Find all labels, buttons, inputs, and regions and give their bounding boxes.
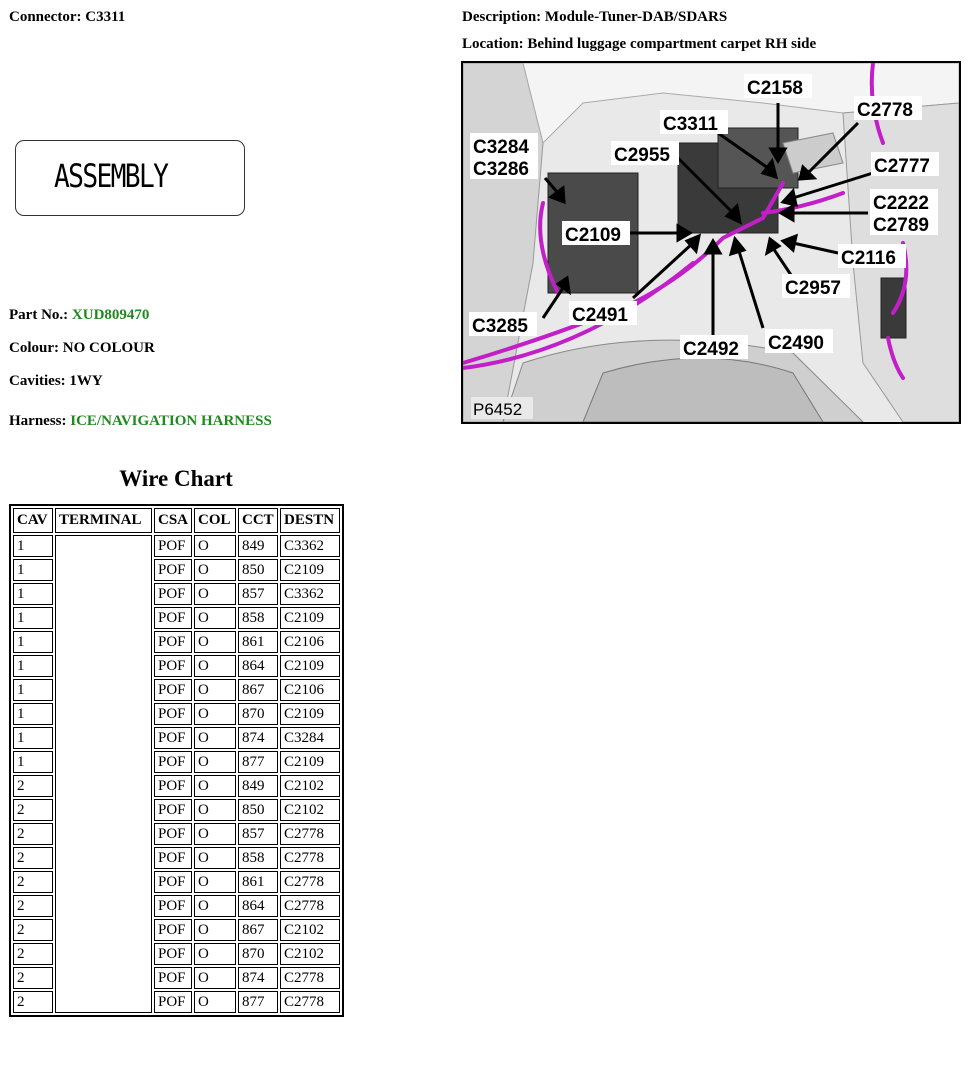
cell-cct: 877	[238, 751, 278, 773]
callout-c2222: C2222	[873, 193, 929, 214]
cell-col: O	[194, 727, 236, 749]
wire-chart-header-row	[13, 508, 340, 533]
col-header-cav: CAV	[13, 508, 53, 533]
cell-cct: 849	[238, 775, 278, 797]
cell-col: O	[194, 871, 236, 893]
cell-destn: C2109	[280, 559, 340, 581]
cell-destn: C2102	[280, 943, 340, 965]
callout-c2789: C2789	[873, 215, 929, 236]
description-label: Description:	[462, 9, 542, 25]
cell-csa: POF	[154, 703, 192, 725]
cell-col: O	[194, 703, 236, 725]
cell-cct: 857	[238, 583, 278, 605]
cell-col: O	[194, 751, 236, 773]
harness-link[interactable]: ICE/NAVIGATION HARNESS	[70, 413, 272, 429]
colour-label: Colour:	[9, 340, 59, 356]
col-header-csa: CSA	[154, 508, 192, 533]
connector-label: Connector:	[9, 9, 82, 25]
callout-c3284: C3284	[473, 137, 529, 158]
cell-cav: 1	[13, 679, 53, 701]
cell-csa: POF	[154, 871, 192, 893]
cell-csa: POF	[154, 655, 192, 677]
cell-terminal	[55, 535, 152, 1013]
cell-col: O	[194, 991, 236, 1013]
wire-chart-title: Wire Chart	[119, 466, 233, 491]
cell-cct: 870	[238, 703, 278, 725]
cell-destn: C2778	[280, 991, 340, 1013]
col-header-terminal: TERMINAL	[55, 508, 152, 533]
cell-csa: POF	[154, 943, 192, 965]
cell-cav: 2	[13, 943, 53, 965]
cell-destn: C3362	[280, 583, 340, 605]
callout-c2957: C2957	[785, 278, 841, 299]
cell-csa: POF	[154, 751, 192, 773]
cell-destn: C2778	[280, 871, 340, 893]
connector-field	[9, 9, 125, 26]
callout-c2491: C2491	[572, 305, 628, 326]
cell-destn: C2778	[280, 967, 340, 989]
location-label: Location:	[462, 36, 524, 52]
cell-cct: 867	[238, 919, 278, 941]
cell-cct: 861	[238, 871, 278, 893]
cell-col: O	[194, 631, 236, 653]
harness-label: Harness:	[9, 413, 67, 429]
cavities-value: 1WY	[69, 373, 103, 389]
cell-destn: C2102	[280, 919, 340, 941]
cell-col: O	[194, 823, 236, 845]
cell-destn: C2102	[280, 799, 340, 821]
cell-cav: 1	[13, 655, 53, 677]
cell-destn: C2109	[280, 607, 340, 629]
cell-cct: 858	[238, 847, 278, 869]
part-no-link[interactable]: XUD809470	[71, 307, 150, 323]
location-value: Behind luggage compartment carpet RH side	[527, 36, 817, 52]
cell-col: O	[194, 775, 236, 797]
cell-csa: POF	[154, 919, 192, 941]
cell-cav: 1	[13, 559, 53, 581]
callout-c2158: C2158	[747, 78, 803, 99]
cavities-label: Cavities:	[9, 373, 66, 389]
cell-destn: C2102	[280, 775, 340, 797]
cell-cct: 870	[238, 943, 278, 965]
cell-destn: C3284	[280, 727, 340, 749]
callout-c3285: C3285	[472, 316, 528, 337]
cell-cav: 1	[13, 703, 53, 725]
cell-csa: POF	[154, 631, 192, 653]
cell-destn: C2109	[280, 703, 340, 725]
cell-cct: 858	[238, 607, 278, 629]
cell-col: O	[194, 679, 236, 701]
cell-csa: POF	[154, 607, 192, 629]
connector-value: C3311	[85, 9, 126, 25]
cell-cav: 2	[13, 823, 53, 845]
cell-col: O	[194, 655, 236, 677]
cell-csa: POF	[154, 967, 192, 989]
cell-csa: POF	[154, 823, 192, 845]
cell-col: O	[194, 607, 236, 629]
cell-destn: C2106	[280, 679, 340, 701]
harness-field	[9, 413, 272, 430]
cell-col: O	[194, 895, 236, 917]
cell-cct: 864	[238, 655, 278, 677]
cell-csa: POF	[154, 799, 192, 821]
cell-cct: 857	[238, 823, 278, 845]
part-no-label: Part No.:	[9, 307, 69, 323]
cell-destn: C2778	[280, 895, 340, 917]
cell-cav: 1	[13, 727, 53, 749]
cell-col: O	[194, 583, 236, 605]
colour-value: NO COLOUR	[62, 340, 155, 356]
location-photo	[461, 61, 961, 424]
cell-cav: 2	[13, 871, 53, 893]
cell-cav: 2	[13, 919, 53, 941]
cell-col: O	[194, 919, 236, 941]
location-field	[462, 36, 816, 53]
cell-cct: 850	[238, 559, 278, 581]
cell-col: O	[194, 943, 236, 965]
wire-chart-body	[13, 535, 340, 1013]
cell-csa: POF	[154, 559, 192, 581]
cell-cct: 849	[238, 535, 278, 557]
cell-cct: 861	[238, 631, 278, 653]
cell-destn: C2106	[280, 631, 340, 653]
cell-csa: POF	[154, 895, 192, 917]
cell-cav: 2	[13, 799, 53, 821]
cell-cav: 2	[13, 967, 53, 989]
cell-col: O	[194, 847, 236, 869]
cell-destn: C2778	[280, 847, 340, 869]
part-no-field	[9, 307, 149, 324]
cell-cct: 867	[238, 679, 278, 701]
cell-cct: 864	[238, 895, 278, 917]
cell-cav: 1	[13, 607, 53, 629]
cell-cct: 874	[238, 727, 278, 749]
cell-csa: POF	[154, 535, 192, 557]
wire-chart-table	[9, 504, 344, 1017]
col-header-cct: CCT	[238, 508, 278, 533]
cell-cav: 2	[13, 847, 53, 869]
table-row	[13, 535, 340, 557]
cell-cav: 1	[13, 583, 53, 605]
assembly-text: ASSEMBLY	[54, 157, 168, 195]
cell-csa: POF	[154, 991, 192, 1013]
cell-cav: 1	[13, 535, 53, 557]
cell-cct: 877	[238, 991, 278, 1013]
cell-csa: POF	[154, 775, 192, 797]
cell-csa: POF	[154, 727, 192, 749]
cell-csa: POF	[154, 679, 192, 701]
cell-col: O	[194, 559, 236, 581]
cell-col: O	[194, 799, 236, 821]
description-field	[462, 9, 727, 26]
cell-cav: 1	[13, 631, 53, 653]
callout-c3311: C3311	[663, 114, 718, 135]
cavities-field	[9, 373, 103, 390]
callout-c2116: C2116	[841, 248, 896, 269]
assembly-image	[15, 140, 245, 216]
cell-destn: C2109	[280, 751, 340, 773]
cell-cav: 2	[13, 895, 53, 917]
photo-code: P6452	[473, 400, 523, 419]
callout-c2778: C2778	[857, 100, 913, 121]
cell-cav: 2	[13, 991, 53, 1013]
col-header-col: COL	[194, 508, 236, 533]
cell-destn: C2109	[280, 655, 340, 677]
callout-c2109: C2109	[565, 225, 621, 246]
col-header-destn: DESTN	[280, 508, 340, 533]
callout-c2490: C2490	[768, 333, 824, 354]
cell-csa: POF	[154, 847, 192, 869]
cell-cav: 2	[13, 775, 53, 797]
callout-c2492: C2492	[683, 339, 739, 360]
cell-cct: 874	[238, 967, 278, 989]
cell-cav: 1	[13, 751, 53, 773]
cell-destn: C3362	[280, 535, 340, 557]
cell-col: O	[194, 967, 236, 989]
callout-c2955: C2955	[614, 145, 670, 166]
callout-c3286: C3286	[473, 159, 529, 180]
description-value: Module-Tuner-DAB/SDARS	[544, 9, 728, 25]
callout-c2777: C2777	[874, 156, 930, 177]
cell-cct: 850	[238, 799, 278, 821]
colour-field	[9, 340, 155, 357]
cell-col: O	[194, 535, 236, 557]
cell-destn: C2778	[280, 823, 340, 845]
cell-csa: POF	[154, 583, 192, 605]
